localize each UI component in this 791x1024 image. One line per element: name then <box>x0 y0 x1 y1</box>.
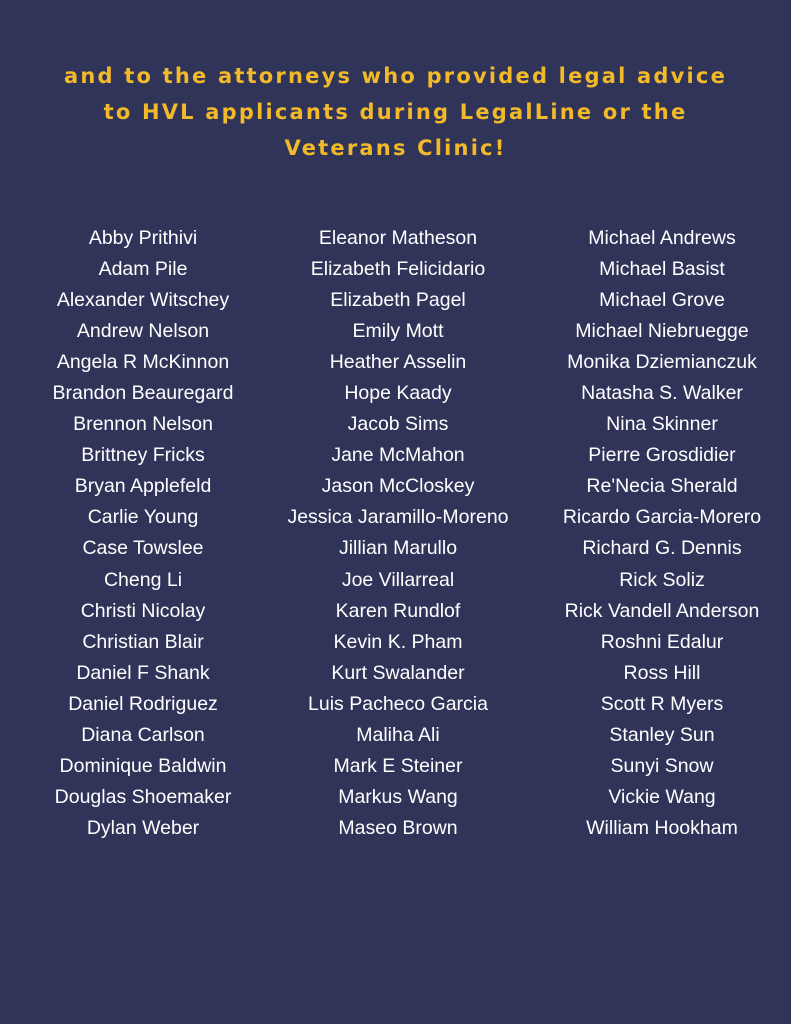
attorney-name: Jacob Sims <box>347 413 449 436</box>
attorney-name: Michael Andrews <box>588 227 736 249</box>
attorney-name: Eleanor Matheson <box>318 227 478 249</box>
attorney-name: Pierre Grosdidier <box>588 444 736 467</box>
attorney-name: Karen Rundlof <box>335 599 461 622</box>
attorney-name: Christi Nicolay <box>80 599 206 622</box>
attorney-name: Carlie Young <box>87 506 199 529</box>
attorney-name: Jillian Marullo <box>338 537 458 560</box>
attorney-name: Natasha S. Walker <box>581 382 743 405</box>
attorney-name: Case Towslee <box>82 537 204 560</box>
attorney-column-3 <box>533 223 791 844</box>
attorney-name: Richard G. Dennis <box>582 537 742 560</box>
attorney-name: Jason McCloskey <box>321 475 475 498</box>
attorney-name: Luis Pacheco Garcia <box>308 692 488 715</box>
attorney-name: Diana Carlson <box>81 723 205 746</box>
attorney-name: Abby Prithivi <box>88 227 198 249</box>
attorney-name: Angela R McKinnon <box>56 351 230 374</box>
heading-line-3: Veterans Clinic! <box>284 136 507 160</box>
attorney-name: Vickie Wang <box>608 785 716 808</box>
attorney-name: Elizabeth Felicidario <box>310 258 486 281</box>
attorney-name: Sunyi Snow <box>610 754 714 777</box>
attorney-name: Cheng Li <box>103 568 183 591</box>
attorney-name: Daniel Rodriguez <box>68 692 218 715</box>
attorney-column-2 <box>263 223 533 844</box>
attorney-name: Roshni Edalur <box>600 630 724 653</box>
attorney-name: Dylan Weber <box>86 816 200 839</box>
attorney-name: William Hookham <box>586 816 738 839</box>
attorney-name: Christian Blair <box>82 630 204 653</box>
attorney-name: Dominique Baldwin <box>59 754 227 777</box>
attorney-name: Joe Villarreal <box>341 568 455 591</box>
attorney-name: Jessica Jaramillo-Moreno <box>287 506 509 529</box>
attorney-column-1 <box>23 223 263 844</box>
attorney-name: Scott R Myers <box>600 692 724 715</box>
heading-line-1: and to the attorneys who provided legal advice <box>63 64 728 88</box>
heading-line-2: to HVL applicants during LegalLine or the <box>103 100 688 124</box>
attorney-name: Michael Grove <box>599 289 725 312</box>
attorney-name: Brittney Fricks <box>81 444 205 467</box>
attorney-name: Rick Vandell Anderson <box>564 599 760 622</box>
attorney-name: Mark E Steiner <box>333 754 463 777</box>
attorney-name: Michael Basist <box>599 258 725 281</box>
attorney-name: Douglas Shoemaker <box>54 785 232 808</box>
attorney-name: Elizabeth Pagel <box>330 289 466 312</box>
attorney-name: Daniel F Shank <box>76 661 210 684</box>
attorney-name: Rick Soliz <box>619 568 705 591</box>
attorney-name: Maseo Brown <box>338 816 458 839</box>
attorney-name: Nina Skinner <box>606 413 718 436</box>
attorney-name: Jane McMahon <box>331 444 465 467</box>
attorney-name: Monika Dziemianczuk <box>567 351 757 374</box>
attorney-name: Alexander Witschey <box>56 289 230 312</box>
attorney-name: Stanley Sun <box>609 723 715 746</box>
attorney-name: Bryan Applefeld <box>74 475 212 498</box>
attorney-name: Heather Asselin <box>329 351 467 374</box>
attorney-name: Markus Wang <box>338 785 458 808</box>
attorney-name: Ricardo Garcia-Morero <box>562 506 762 529</box>
attorney-name: Re'Necia Sherald <box>586 475 738 498</box>
attorney-name: Kevin K. Pham <box>333 630 463 653</box>
attorney-name: Brennon Nelson <box>73 413 213 436</box>
attorney-name: Adam Pile <box>98 258 188 281</box>
attorney-name: Kurt Swalander <box>331 661 465 684</box>
attorney-name: Hope Kaady <box>344 382 452 405</box>
attorney-name: Michael Niebruegge <box>575 320 749 343</box>
attorney-name: Maliha Ali <box>356 723 440 746</box>
attorney-name: Andrew Nelson <box>76 320 210 343</box>
attorney-name: Emily Mott <box>352 320 444 343</box>
attorney-name: Ross Hill <box>623 661 701 684</box>
thank-you-heading <box>0 58 791 166</box>
attorney-name: Brandon Beauregard <box>52 382 234 405</box>
